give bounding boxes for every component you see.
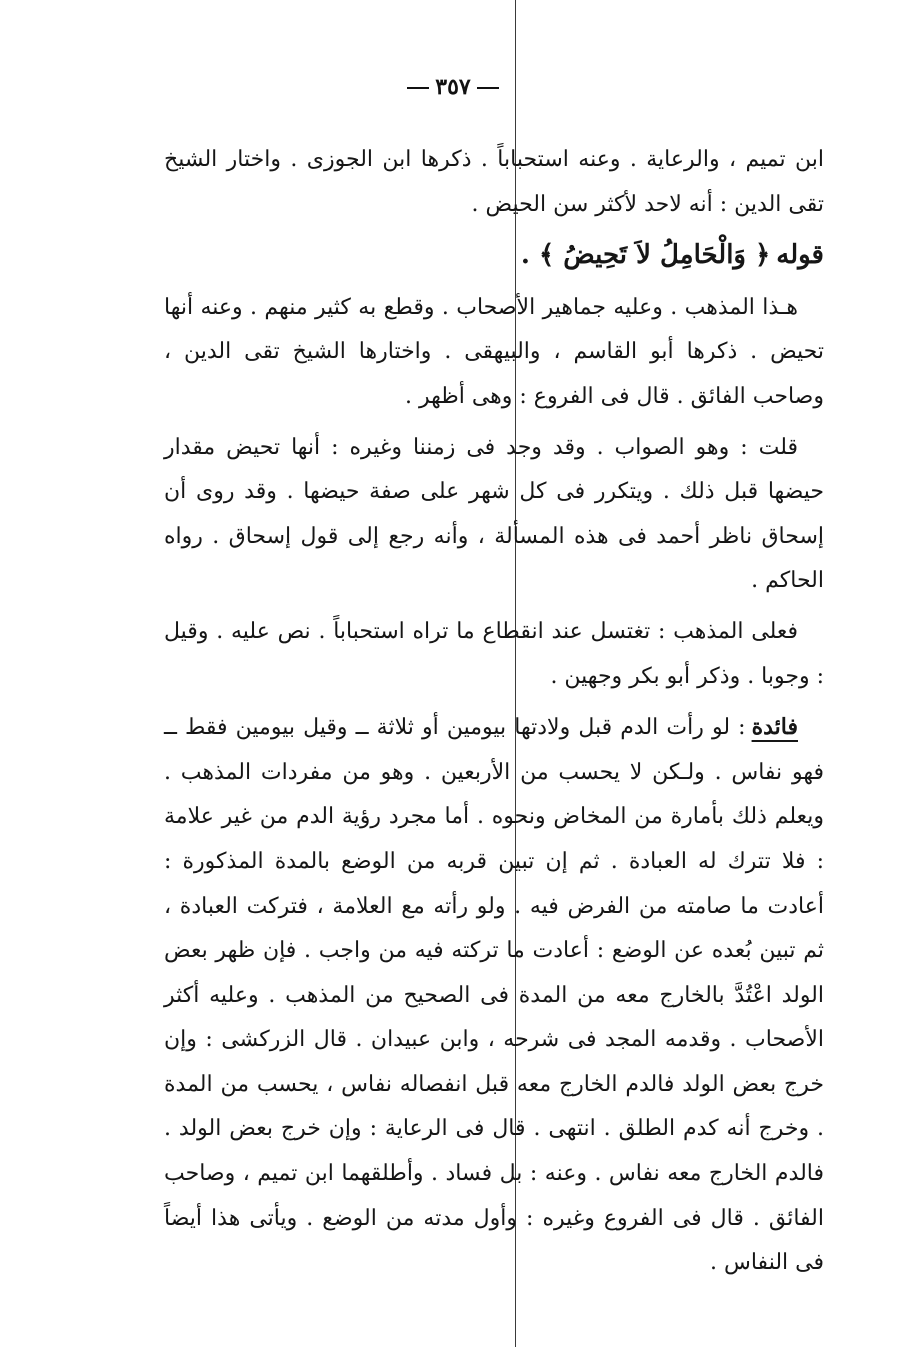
paragraph-2: هـذا المذهب . وعليه جماهير الأصحاب . وقطع به كثير منهم . وعنه أنها تحيض . ذكرها أبو القاسم ، والبيهقى . واختارها الشيخ تقى الدين ، وصاحب الفائق . قال فى الفروع : وهى أظهر . bbox=[164, 294, 824, 409]
paragraph-3: قلت : وهو الصواب . وقد وجد فى زمننا وغيره : أنها تحيض مقدار حيضها قبل ذلك . ويتكرر فى كل شهر على صفة حيضها . وقد روى أن إسحاق ناظر أحمد فى هذه المسألة ، وأنه رجع إلى قول إسحاق . رواه الحاكم . bbox=[164, 434, 824, 594]
note-label: فائدة bbox=[751, 714, 798, 741]
paragraph-4: فعلى المذهب : تغتسل عند انقطاع ما تراه استحباباً . نص عليه . وقيل : وجوبا . وذكر أبو بكر وجهين . bbox=[164, 618, 824, 689]
page-number-dash-right bbox=[477, 87, 499, 89]
note-text: : لو رأت الدم قبل ولادتها بيومين أو ثلاثة ــ وقيل بيومين فقط ــ فهو نفاس . ولـكن لا يحسب من الأربعين . وهو من مفردات المذهب . ويعلم ذلك بأمارة من المخاض ونحوه . أما مجرد رؤية الدم من غير علامة : فلا تترك له العبادة . ثم إن تبين قربه من الوضع بالمدة المذكورة : أعادت ما صامته من الفرض فيه . ولو رأته مع العلامة ، فتركت العبادة ، ثم تبين بُعده عن الوضع : أعادت ما تركته فيه من واجب . فإن ظهر بعض الولد اعْتُدَّ بالخارج معه من المدة فى الصحيح من المذهب . وعليه أكثر الأصحاب . وقدمه المجد فى شرحه ، وابن عبيدان . قال الزركشى : وإن خرج بعض الولد فالدم الخارج معه قبل انفصاله نفاس ، يحسب من المدة . وخرج أنه كدم الطلق . انتهى . قال فى الرعاية : وإن خرج بعض الولد . فالدم الخارج معه نفاس . وعنه : بل فساد . وأطلقهما ابن تميم ، وصاحب الفائق . قال فى الفروع وغيره : وأول مدته من الوضع . ويأتى هذا أيضاً فى النفاس . bbox=[164, 715, 824, 1276]
body-text bbox=[164, 138, 824, 1292]
paragraph-1: ابن تميم ، والرعاية . وعنه استحباباً . ذكرها ابن الجوزى . واختار الشيخ تقى الدين : أنه لاحد لأكثر سن الحيض . bbox=[164, 147, 824, 217]
page-number-value: ٣٥٧ bbox=[435, 74, 471, 100]
section-heading bbox=[164, 233, 824, 278]
paragraph-5 bbox=[164, 705, 824, 1286]
heading-quote: ﴿ وَالْحَامِلُ لاَ تَحِيضُ ﴾ . bbox=[520, 240, 771, 271]
page-number-dash-left bbox=[407, 87, 429, 89]
heading-keyword: قوله bbox=[776, 240, 824, 271]
page-number bbox=[0, 74, 906, 100]
